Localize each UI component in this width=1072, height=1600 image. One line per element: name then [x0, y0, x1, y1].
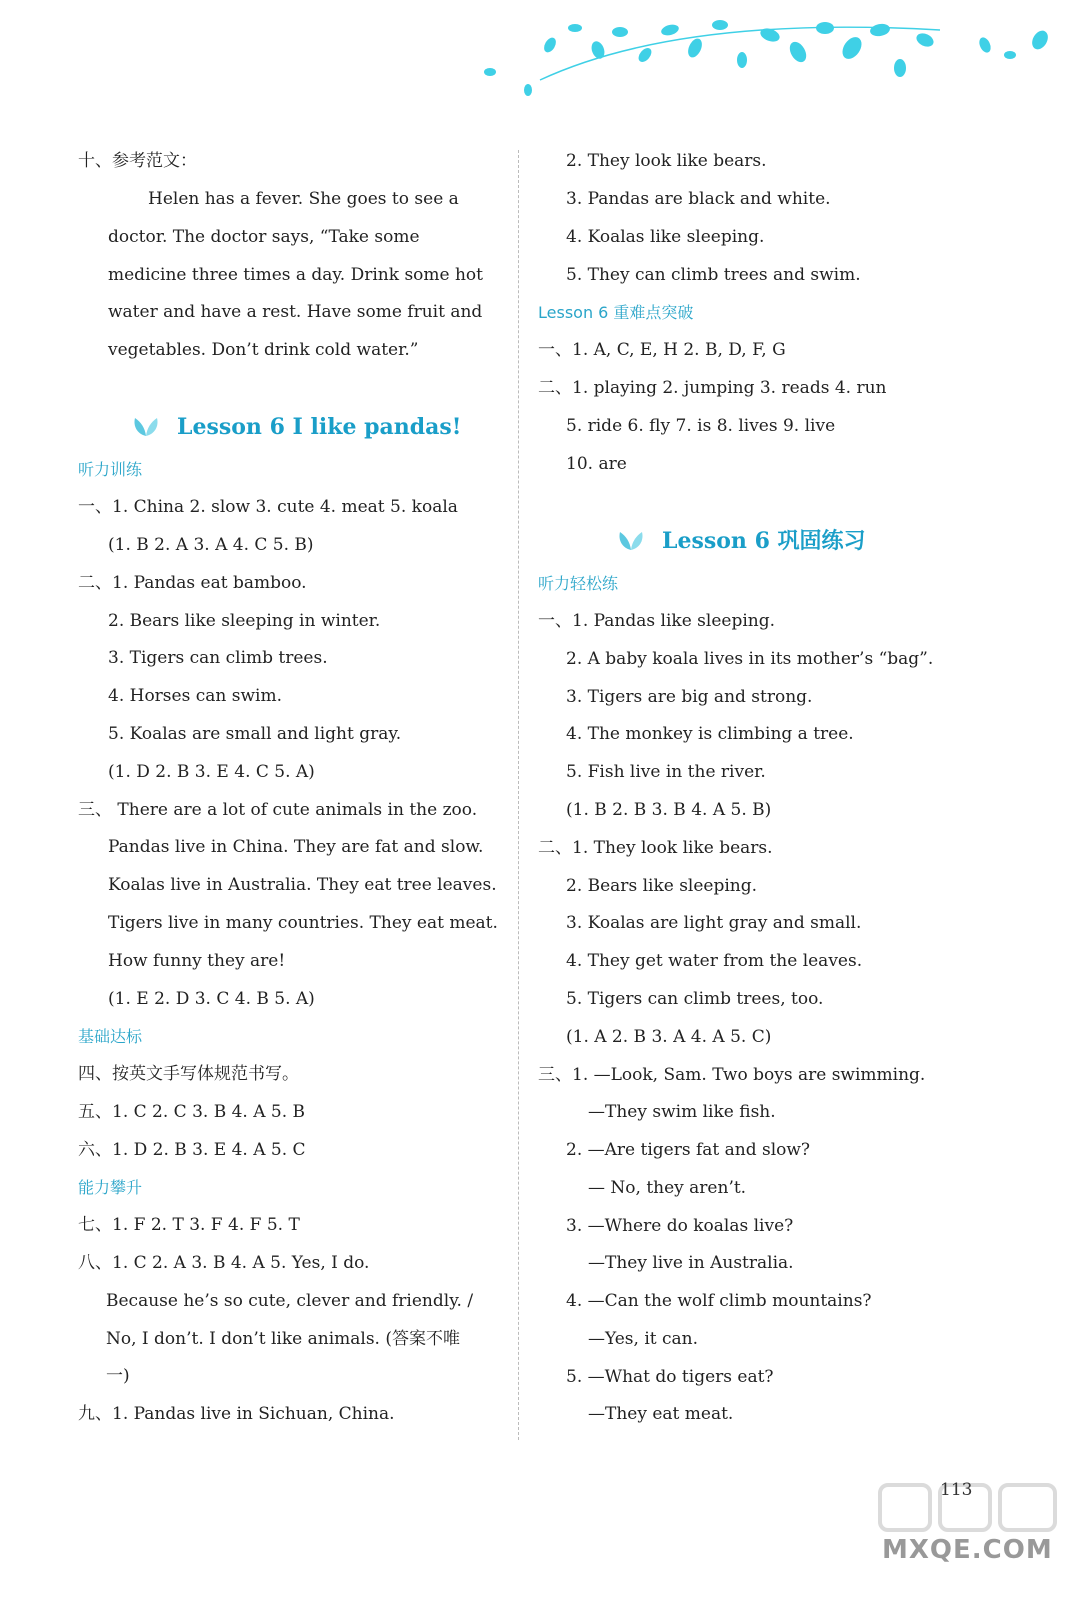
answer-line: — No, they aren’t. — [588, 1178, 747, 1198]
watermark-text: MXQE.COM — [882, 1535, 1053, 1565]
lesson-heading-text: Lesson 6 巩固练习 — [662, 528, 866, 554]
answer-line: (1. E 2. D 3. C 4. B 5. A) — [108, 989, 315, 1009]
answer-line: 二、1. They look like bears. — [538, 838, 773, 858]
answer-line: 2. They look like bears. — [566, 151, 767, 171]
answer-line: 一、1. China 2. slow 3. cute 4. meat 5. koala — [78, 497, 458, 517]
section-label: Lesson 6 重难点突破 — [538, 303, 694, 322]
answer-line: 2. —Are tigers fat and slow? — [566, 1140, 811, 1160]
answer-line: 一) — [106, 1366, 130, 1386]
leaf-bird-icon — [133, 416, 159, 438]
answer-line: 10. are — [566, 454, 627, 474]
answer-line: —They eat meat. — [588, 1404, 734, 1424]
lesson-heading-text: Lesson 6 I like pandas! — [177, 414, 462, 440]
answer-line: Because he’s so cute, clever and friendly. / — [106, 1291, 474, 1311]
answer-line: Pandas live in China. They are fat and slow. — [108, 837, 484, 857]
section-label: 能力攀升 — [78, 1178, 143, 1197]
answer-line: —Yes, it can. — [588, 1329, 699, 1349]
answer-line: 六、1. D 2. B 3. E 4. A 5. C — [78, 1140, 306, 1160]
answer-line: 5. Fish live in the river. — [566, 762, 766, 782]
essay-line: doctor. The doctor says, “Take some — [108, 227, 420, 247]
answer-line: 3. Tigers are big and strong. — [566, 687, 813, 707]
answer-line: 4. Horses can swim. — [108, 686, 282, 706]
answer-line: (1. B 2. B 3. B 4. A 5. B) — [566, 800, 772, 820]
answer-line: 2. Bears like sleeping. — [566, 876, 758, 896]
lesson-heading — [133, 415, 461, 439]
essay-line: Helen has a fever. She goes to see a — [148, 189, 459, 209]
answer-line: How funny they are! — [108, 951, 286, 971]
answer-line: 八、1. C 2. A 3. B 4. A 5. Yes, I do. — [78, 1253, 370, 1273]
answer-line: 3. Pandas are black and white. — [566, 189, 831, 209]
answer-line: 3. Tigers can climb trees. — [108, 648, 328, 668]
answer-line: 一、1. A, C, E, H 2. B, D, F, G — [538, 340, 786, 360]
essay-line: medicine three times a day. Drink some hot — [108, 265, 483, 285]
essay-line: vegetables. Don’t drink cold water.” — [108, 340, 419, 360]
answer-line: 4. The monkey is climbing a tree. — [566, 724, 854, 744]
page-number: 113 — [940, 1480, 973, 1500]
section-label: 基础达标 — [78, 1027, 143, 1046]
answer-line: 2. Bears like sleeping in winter. — [108, 611, 381, 631]
answer-line: 3. —Where do koalas live? — [566, 1216, 794, 1236]
column-divider — [518, 150, 519, 1440]
lesson-heading — [618, 529, 866, 553]
answer-line: 5. Tigers can climb trees, too. — [566, 989, 824, 1009]
answer-line: No, I don’t. I don’t like animals. (答案不唯 — [106, 1329, 460, 1349]
section-label: 听力轻松练 — [538, 574, 619, 593]
answer-line: 5. ride 6. fly 7. is 8. lives 9. live — [566, 416, 836, 436]
answer-line: 4. Koalas like sleeping. — [566, 227, 765, 247]
answer-line: 3. Koalas are light gray and small. — [566, 913, 862, 933]
answer-line: 七、1. F 2. T 3. F 4. F 5. T — [78, 1215, 300, 1235]
answer-line: —They swim like fish. — [588, 1102, 776, 1122]
leaf-decoration — [480, 10, 1060, 100]
answer-line: (1. D 2. B 3. E 4. C 5. A) — [108, 762, 315, 782]
answer-line: Tigers live in many countries. They eat meat. — [108, 913, 498, 933]
answer-line: 九、1. Pandas live in Sichuan, China. — [78, 1404, 395, 1424]
answer-line: 三、 There are a lot of cute animals in the zoo. — [78, 800, 478, 820]
answer-line: (1. A 2. B 3. A 4. A 5. C) — [566, 1027, 772, 1047]
leaf-bird-icon — [618, 530, 644, 552]
answer-line: 三、1. —Look, Sam. Two boys are swimming. — [538, 1065, 926, 1085]
answer-line: 4. —Can the wolf climb mountains? — [566, 1291, 872, 1311]
essay-line: water and have a rest. Have some fruit and — [108, 302, 483, 322]
answer-line: 五、1. C 2. C 3. B 4. A 5. B — [78, 1102, 306, 1122]
answer-line: 四、按英文手写体规范书写。 — [78, 1064, 299, 1084]
answer-line: —They live in Australia. — [588, 1253, 794, 1273]
answer-line: 4. They get water from the leaves. — [566, 951, 863, 971]
answer-line: 2. A baby koala lives in its mother’s “bag”. — [566, 649, 934, 669]
answer-line: 5. They can climb trees and swim. — [566, 265, 861, 285]
section-label: 听力训练 — [78, 460, 143, 479]
answer-line: 一、1. Pandas like sleeping. — [538, 611, 776, 631]
answer-line: 二、1. playing 2. jumping 3. reads 4. run — [538, 378, 887, 398]
answer-line: 5. Koalas are small and light gray. — [108, 724, 402, 744]
answer-line: Koalas live in Australia. They eat tree leaves. — [108, 875, 497, 895]
answer-line: (1. B 2. A 3. A 4. C 5. B) — [108, 535, 314, 555]
answer-line: 二、1. Pandas eat bamboo. — [78, 573, 307, 593]
essay-title: 十、参考范文： — [78, 151, 197, 171]
answer-line: 5. —What do tigers eat? — [566, 1367, 774, 1387]
